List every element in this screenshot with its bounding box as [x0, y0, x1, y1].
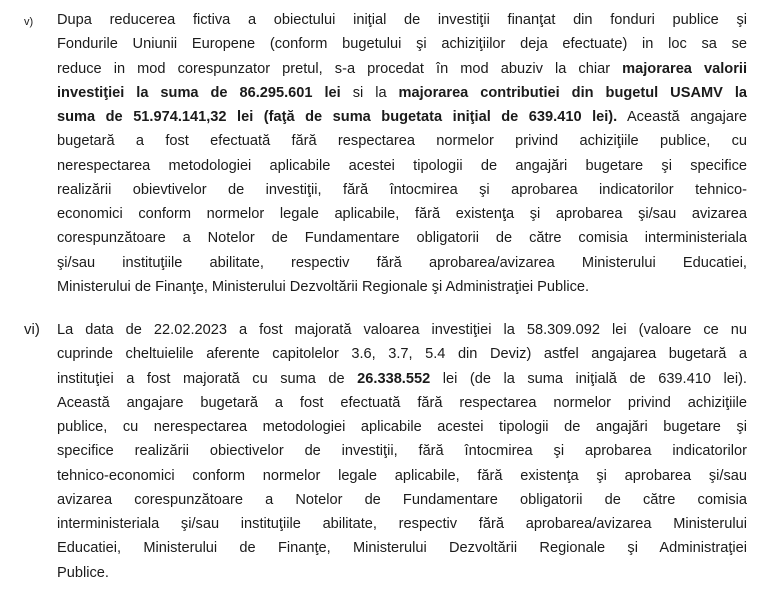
text-line: Dupa reducerea fictiva a obiectului iniţial de investiţii finanţat din fonduri publice şi [57, 12, 747, 28]
text-line: Această angajare bugetară a fost efectuată fără respectarea normelor privind achiziţiile [57, 394, 747, 411]
text-line: economici conform normelor legale aplicabile, fără existenţa şi aprobarea şi/sau avizarea [57, 206, 747, 222]
text-line: bugetară a fost efectuată fără respectarea normelor privind achiziţiile publice, cu [57, 133, 747, 150]
text-line: La data de 22.02.2023 a fost majorată valoarea investiţiei la 58.309.092 lei (valoare ce nu [57, 322, 747, 338]
text-line: publice, cu nerespectarea metodologiei aplicabile acestei tipologii de angajări bugetare şi [57, 419, 747, 435]
text-line: suma de 51.974.141,32 lei (faţă de suma bugetata iniţial de 639.410 lei). Această angajare [57, 109, 747, 125]
text-line: interministeriala şi/sau instituţiile abilitate, respectiv fără aprobarea/avizarea Ministerului [57, 516, 747, 532]
text-line: instituţiei a fost majorată cu suma de 26.338.552 lei (de la suma iniţială de 639.410 lei). [57, 370, 747, 387]
text-line: specifice realizării obiectivelor de investiţii, fără întocmirea şi aprobarea indicatorilor [57, 443, 747, 460]
text-line: Publice. [57, 564, 109, 581]
paragraph-vi [57, 318, 747, 585]
text-line: Educatiei, Ministerului de Finanţe, Ministerului Dezvoltării Regionale şi Administraţiei [57, 540, 747, 557]
text-line: Fondurile Uniunii Europene (conform bugetului şi achiziţiilor deja efectuate) in loc sa se [57, 36, 747, 53]
paragraph-v [57, 8, 747, 299]
text-line: investiţiei la suma de 86.295.601 lei si la majorarea contributiei din bugetul USAMV la [57, 84, 748, 101]
text-line: realizării obievtivelor de investiţii, fără întocmirea şi aprobarea indicatorilor tehnico- [57, 181, 747, 198]
text-line: nerespectarea metodologiei aplicabile acestei tipologii de angajări bugetare şi specifice [57, 157, 747, 174]
list-marker: vi) [24, 321, 40, 338]
list-marker: v) [24, 16, 34, 28]
text-line: cuprinde cheltuielile aferente capitolelor 3.6, 3.7, 5.4 din Deviz) astfel angajarea bugetară a [57, 346, 747, 363]
text-line: tehnico-economici conform normelor legale aplicabile, fără existenţa şi aprobarea şi/sau [57, 467, 747, 484]
text-line: corespunzătoare a Notelor de Fundamentare obligatorii de către comisia interministeriala [57, 230, 747, 247]
text-line: Ministerului de Finanţe, Ministerului Dezvoltării Regionale şi Administraţiei Publice. [57, 278, 590, 295]
text-line: reduce in mod corespunzator pretul, s-a procedat în mod abuziv la chiar majorarea valorii [57, 60, 747, 77]
text-line: şi/sau instituţiile abilitate, respectiv fără aprobarea/avizarea Ministerului Educatiei, [57, 254, 747, 271]
text-line: avizarea corespunzătoare a Notelor de Fundamentare obligatorii de către comisia [57, 491, 747, 508]
